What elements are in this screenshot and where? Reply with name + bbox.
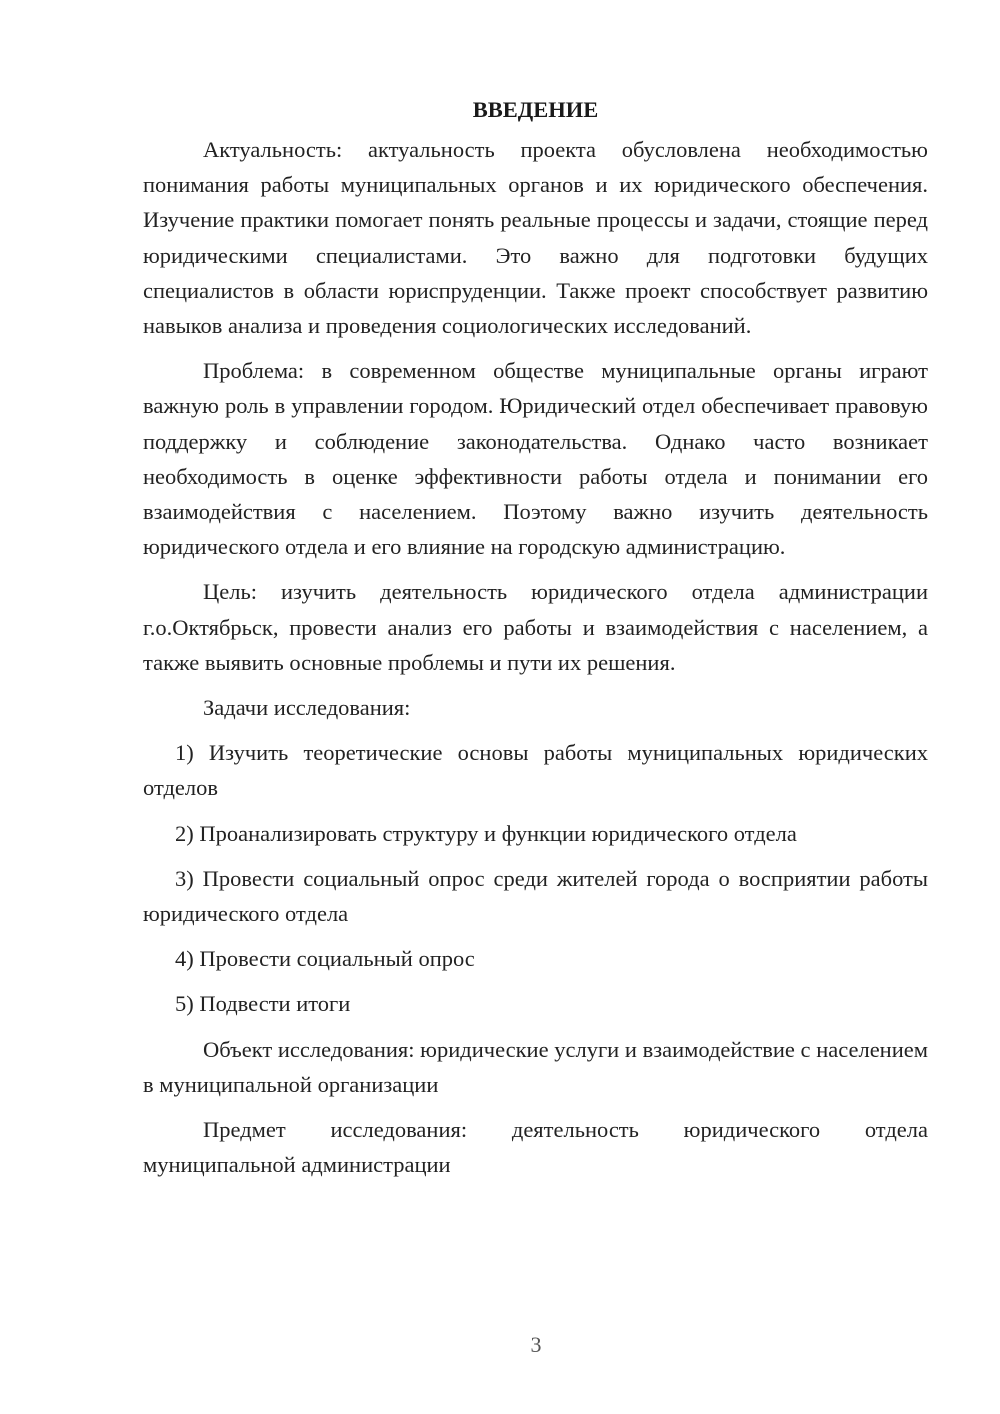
problem-paragraph: Проблема: в современном обществе муниципальные органы играют важную роль в управлении городом. Юридический отдел обеспечивает правовую поддержку и соблюдение законодательства. Однако часто возникает необходимость в оценке эффективности работы отдела и понимании его взаимодействия с населением. Поэтому важно изучить деятельность юридического отдела и его влияние на городскую администрацию.	[143, 358, 928, 560]
tasks-heading: Задачи исследования:	[203, 695, 411, 721]
task-item: 4) Провести социальный опрос	[175, 946, 475, 972]
research-subject-paragraph: Предмет исследования: деятельность юридического отдела муниципальной администрации	[143, 1117, 928, 1178]
research-object-paragraph: Объект исследования: юридические услуги и взаимодействие с населением в муниципальной организации	[143, 1036, 928, 1097]
relevance-paragraph: Актуальность: актуальность проекта обусловлена необходимостью понимания работы муниципальных органов и их юридического обеспечения. Изучение практики помогает понять реальные процессы и задачи, стоящие перед юридическими специалистами. Это важно для подготовки будущих специалистов в области юриспруденции. Также проект способствует развитию навыков анализа и проведения социологических исследований.	[143, 137, 928, 339]
page-content	[143, 92, 928, 1182]
task-item: 2) Проанализировать структуру и функции юридического отдела	[175, 820, 797, 846]
task-item: 5) Подвести итоги	[175, 991, 351, 1017]
page-title: ВВЕДЕНИЕ	[472, 97, 599, 122]
goal-paragraph: Цель: изучить деятельность юридического отдела администрации г.о.Октябрьск, провести анализ его работы и взаимодействия с населением, а также выявить основные проблемы и пути их решения.	[143, 579, 928, 675]
task-item: 3) Провести социальный опрос среди жителей города о восприятии работы юридического отдела	[143, 865, 928, 927]
page-number: 3	[530, 1332, 542, 1357]
task-item: 1) Изучить теоретические основы работы муниципальных юридических отделов	[143, 740, 928, 801]
